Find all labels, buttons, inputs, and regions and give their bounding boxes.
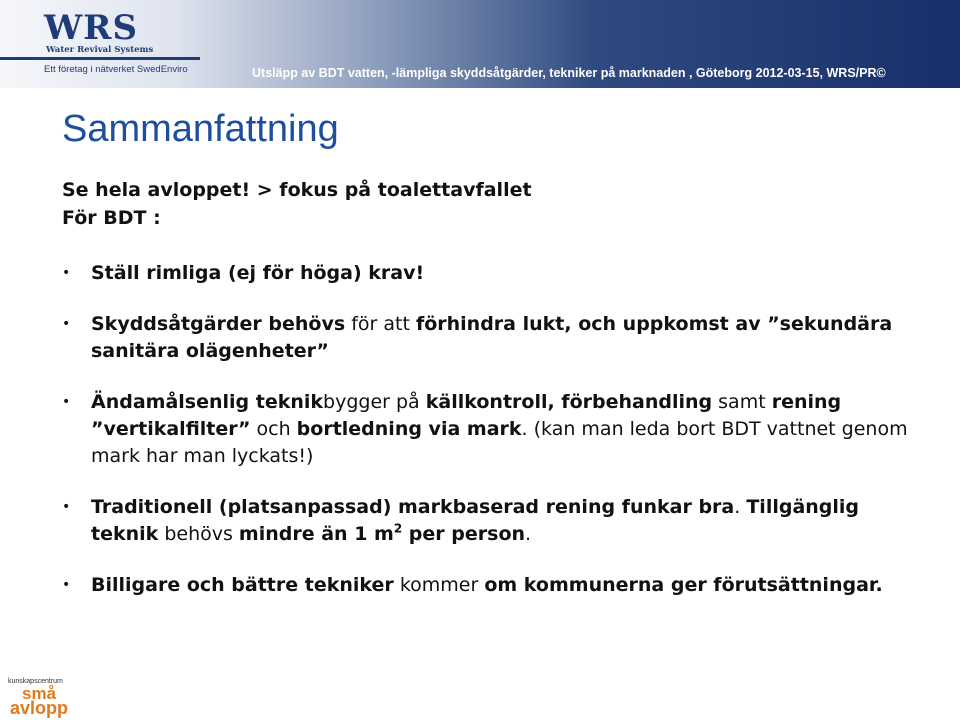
bullet-text-segment: 2 [393,521,403,536]
bullet-dot-icon: • [62,265,71,281]
bullet-text-segment: bygger på [323,391,426,413]
footer-logo-top: kunskapscentrum [8,678,63,685]
header-caption [252,62,956,108]
bullet-text-segment: samt [712,391,772,413]
slide-body [62,176,922,623]
logo-subtitle: Water Revival Systems [46,45,154,55]
bullet-dot-icon: • [62,577,71,593]
slide-header [0,0,960,103]
bullet-dot-icon: • [62,499,71,515]
bullet-item [62,311,922,365]
bullet-text-segment: behövs [158,523,239,545]
intro-text [62,176,922,232]
header-line-1: Utsläpp av BDT vatten, -lämpliga skyddsåtgärder, tekniker på marknaden , Göteborg 2012-03-15, WRS/PR© [252,66,886,80]
slide-title: Sammanfattning [62,108,339,150]
bullet-dot-icon: • [62,316,71,332]
bullet-text-segment: . (kan man leda bort BDT vattnet genom mark har man lyckats!) [91,418,908,467]
logo-text: WRS [44,8,138,48]
bullet-text-segment: per person [402,523,526,545]
bullet-item [62,260,922,287]
logo-divider [0,57,200,60]
intro-line-1: Se hela avloppet! > fokus på toalettavfallet [62,179,532,201]
bullet-text-segment: Traditionell (platsanpassad) markbaserad rening funkar bra [91,496,735,518]
intro-line-2: För BDT : [62,207,161,229]
bullet-text-segment: bortledning via mark [296,418,522,440]
bullet-text-segment: mindre än 1 m [238,523,394,545]
bullet-text-segment: för att [345,313,416,335]
bullet-text-segment: Billigare och bättre tekniker [91,574,394,596]
bullet-dot-icon: • [62,394,71,410]
bullet-text-segment: om kommunerna ger förutsättningar. [484,574,883,596]
bullet-text-segment: Skyddsåtgärder behövs [91,313,346,335]
bullet-text-segment: kommer [393,574,485,596]
bullet-item [62,572,922,599]
bullet-text-segment: källkontroll, förbehandling [425,391,713,413]
wrs-logo [0,0,200,88]
kunskapscentrum-logo [6,676,96,720]
bullet-list [62,260,922,599]
bullet-item [62,389,922,470]
footer-logo-line2: avlopp [10,698,69,718]
bullet-text-segment: . [525,523,532,545]
bullet-text-segment: Tillgänglig teknik [91,496,860,545]
bullet-text-segment: förhindra lukt, och uppkomst av ”sekundära sanitära olägenheter” [91,313,893,362]
bullet-text-segment: Ändamålsenlig teknik [91,391,324,413]
footer-logo-line1: små [22,684,57,703]
bullet-text-segment: rening ”vertikalfilter” [91,391,842,440]
bullet-text-segment: Ställ rimliga (ej för höga) krav! [91,262,425,284]
logo-tagline: Ett företag i nätverket SwedEnviro [44,64,188,75]
bullet-text-segment: . [734,496,747,518]
header-line-2: 20110409 WRS/PR [524,89,633,103]
bullet-text-segment: och [250,418,297,440]
bullet-item [62,494,922,548]
